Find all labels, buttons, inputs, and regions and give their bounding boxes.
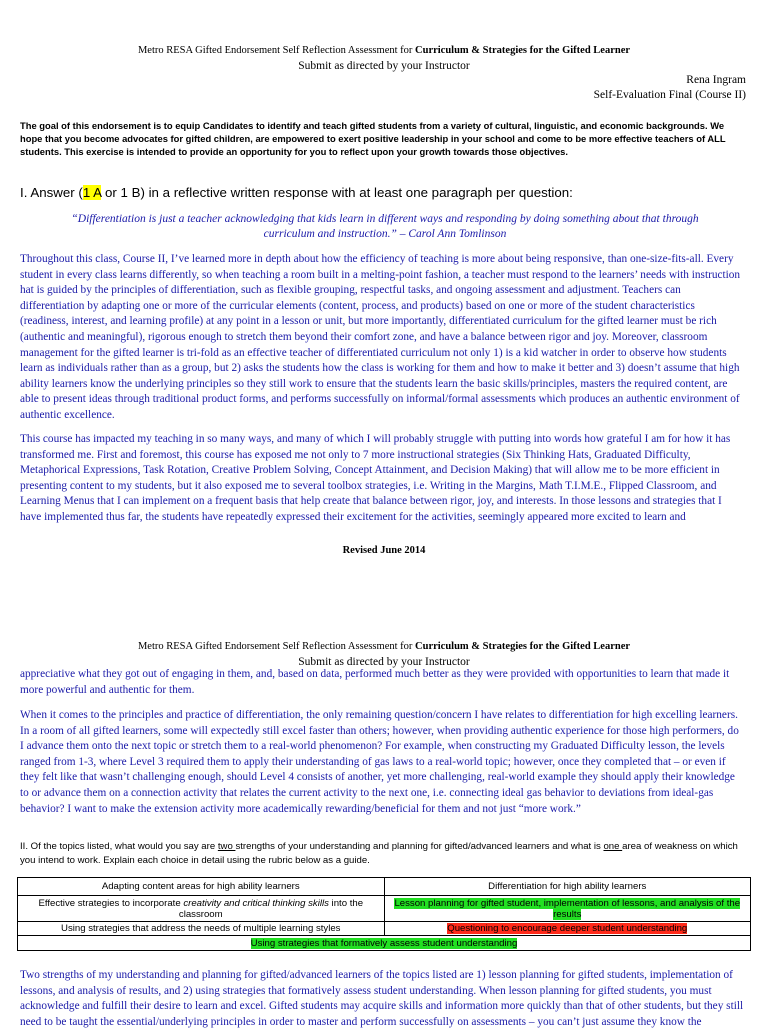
reflection-paragraph-1: Throughout this class, Course II, I’ve learned more in depth about how the efficiency of teaching is more about being responsive, than one-size-fits-all. Every student in every class learns differently, so when teaching a room built in a melting-point fashion, a teacher must respond to the learners’ needs with instruction hat is guided by the principles of differentiation, such as flexible grouping, respectful tasks, and ongoing assessment and adjustment. Teachers can differentiation by adapting one or more of the curricular elements (content, process, and products) based on one or more of the student characteristics (readiness, interest, and learning profile) at any point in a lesson or unit, but more importantly, differentiated curriculum for the gifted learner must be rich (authentic and meaningful), rigorous enough to stretch them beyond their comfort zone, and have a balance between rigor and joy. Moreover, classroom management for the gifted learner is tri-fold as an effective teacher of differentiated curriculum not only 1) is a kid watcher in order to observe how students learn as individuals rather than as a group, but 2) asks the students how the class is working for them and how to make it better and 3) doesn’t assume that high ability learners know the underlying principles so they still work to ensure that the students learn the basic skills/principles, masters the required content, are able to present ideas through traditional product forms, and performs successfully on informal/formal assessments which produces an authentic environment of authentic excellence.: [20, 253, 741, 421]
header-subtitle: Submit as directed by your Instructor: [298, 60, 470, 72]
table-cell-post: into the classroom: [178, 897, 364, 920]
table-cell: [18, 936, 751, 951]
table-cell: [384, 896, 751, 922]
page2-header-title-prefix: Metro RESA Gifted Endorsement Self Reflection Assessment for: [137, 641, 416, 652]
evaluation-label: Self-Evaluation Final (Course II): [593, 89, 746, 101]
section2-q-pre: II. Of the topics listed, what would you say are: [20, 841, 218, 852]
reflection-paragraph-3: appreciative what they got out of engaging in them, and, based on data, performed much better as they were provided with opportunities to learn that made it more powerful and authentic for them.: [20, 668, 730, 696]
table-cell: [18, 896, 385, 922]
section2-q-one: one: [603, 841, 623, 852]
page2-header-subtitle: Submit as directed by your Instructor: [298, 656, 470, 668]
reflection-paragraph-4: When it comes to the principles and practice of differentiation, the only remaining question/concern I have relates to differentiation for high excelling learners. In a room of all gifted learners, some will expectedly still excel faster than others; however, when providing authentic experience for those high performers, do I advance them onto the next topic or stretch them to a real-world phenomenon? For example, when constructing my Graduated Difficulty lesson, the levels ranged from 1-3, where Level 3 required them to apply their understanding of gas laws to a real-world topic; however, once they completed that – or even if they felt like that wasn’t challenging enough, should Level 4 consists of another, yet more challenging, real-world example they should apply their knowledge to or advance them on a connection activity that relates the current activity to the next one, i.e. connecting ideal gas behavior to deviations from ideal-gas behavior? I want to make the extension activity more academically rewarding/beneficial for them and not just “more work.”: [20, 709, 739, 815]
intro-paragraph: The goal of this endorsement is to equip Candidates to identify and teach gifted students from a variety of cultural, linguistic, and economic backgrounds. We hope that you become advocates for gifted children, are empowered to exert positive leadership in your school and come to be more effective teachers of ALL students. This exercise is intended to provide an opportunity for you to reflect upon your growth towards those objectives.: [20, 120, 726, 157]
section1-heading-post: or 1 B) in a reflective written response with at least one paragraph per question:: [101, 185, 573, 200]
weakness-highlight: Questioning to encourage deeper student understanding: [447, 923, 688, 934]
table-cell-em: creativity and critical thinking skills: [183, 897, 329, 909]
page-header: [20, 45, 748, 56]
table-cell: [384, 922, 751, 936]
section2-q-post: area of weakness on which you intend to work. Explain each choice in detail using the rubric below as a guide.: [20, 841, 738, 866]
table-row: [18, 896, 751, 922]
section2-question: [20, 840, 748, 868]
reflection-paragraph-2: This course has impacted my teaching in so many ways, and many of which I will probably struggle with putting into words how grateful I am for how it has transformed me. First and foremost, this course has exposed me not only to 7 more instructional strategies (Six Thinking Hats, Graduated Difficulty, Metaphorical Expressions, Task Rotation, Creative Problem Solving, Concept Attainment, and Decision Making) that will allow me to be more efficient in presenting content to my students, but it also exposed me to several toolbox strategies, i.e. Writing in the Margins, Math T.I.M.E., Flipped Classroom, and Learning Menus that I can implement on a frequent basis that help create that balance between rigor, joy, and interests. In those lessons and strategies that I have implemented thus far, the students have repeatedly expressed their excitement for the activities, seemingly appeared more excited to learn and: [20, 433, 731, 523]
table-cell: Adapting content areas for high ability learners: [18, 878, 385, 896]
strength-highlight: Lesson planning for gifted student, implementation of lessons, and analysis of the results: [394, 897, 741, 920]
table-row: [18, 922, 751, 936]
section2-q-mid: strengths of your understanding and planning for gifted/advanced learners and what is: [235, 841, 604, 852]
table-row: [18, 936, 751, 951]
page2-header-title-bold: Curriculum & Strategies for the Gifted Learner: [415, 641, 631, 652]
section1-heading-highlight: 1 A: [82, 185, 102, 200]
table-cell-pre: Effective strategies to incorporate: [38, 897, 184, 909]
table-row: [18, 878, 751, 896]
table-cell: Differentiation for high ability learners: [384, 878, 751, 896]
section1-heading: [20, 185, 748, 200]
header-title-prefix: Metro RESA Gifted Endorsement Self Reflection Assessment for: [137, 45, 416, 56]
revision-footer: Revised June 2014: [342, 545, 426, 556]
table-cell: Using strategies that address the needs of multiple learning styles: [18, 922, 385, 936]
reflection-paragraph-5: Two strengths of my understanding and planning for gifted/advanced learners of the topics listed are 1) lesson planning for gifted students, implementation of lessons, and analysis of results, and 2) using strategies that formatively assess student understanding. When lesson planning for gifted students, you must acknowledge and fulfill their desire to learn and excel. Gifted students may acquire skills and information more quickly than that of other students, but they still need to be taught the essential/underlying principles in order to master and perform successfully on assessments – you can’t just assume they know the: [20, 969, 744, 1028]
section1-heading-pre: I. Answer (: [20, 185, 83, 200]
strength-highlight-2: Using strategies that formatively assess student understanding: [250, 937, 518, 949]
topics-table: [17, 877, 751, 951]
tomlinson-quote: “Differentiation is just a teacher acknowledging that kids learn in different ways and responding by doing something about that through curriculum and instruction.” – Carol Ann Tomlinson: [71, 213, 699, 240]
header-title-bold: Curriculum & Strategies for the Gifted Learner: [415, 45, 631, 56]
page2-header: [20, 641, 748, 652]
author-name: Rena Ingram: [686, 74, 746, 86]
section2-q-two: two: [217, 841, 236, 852]
